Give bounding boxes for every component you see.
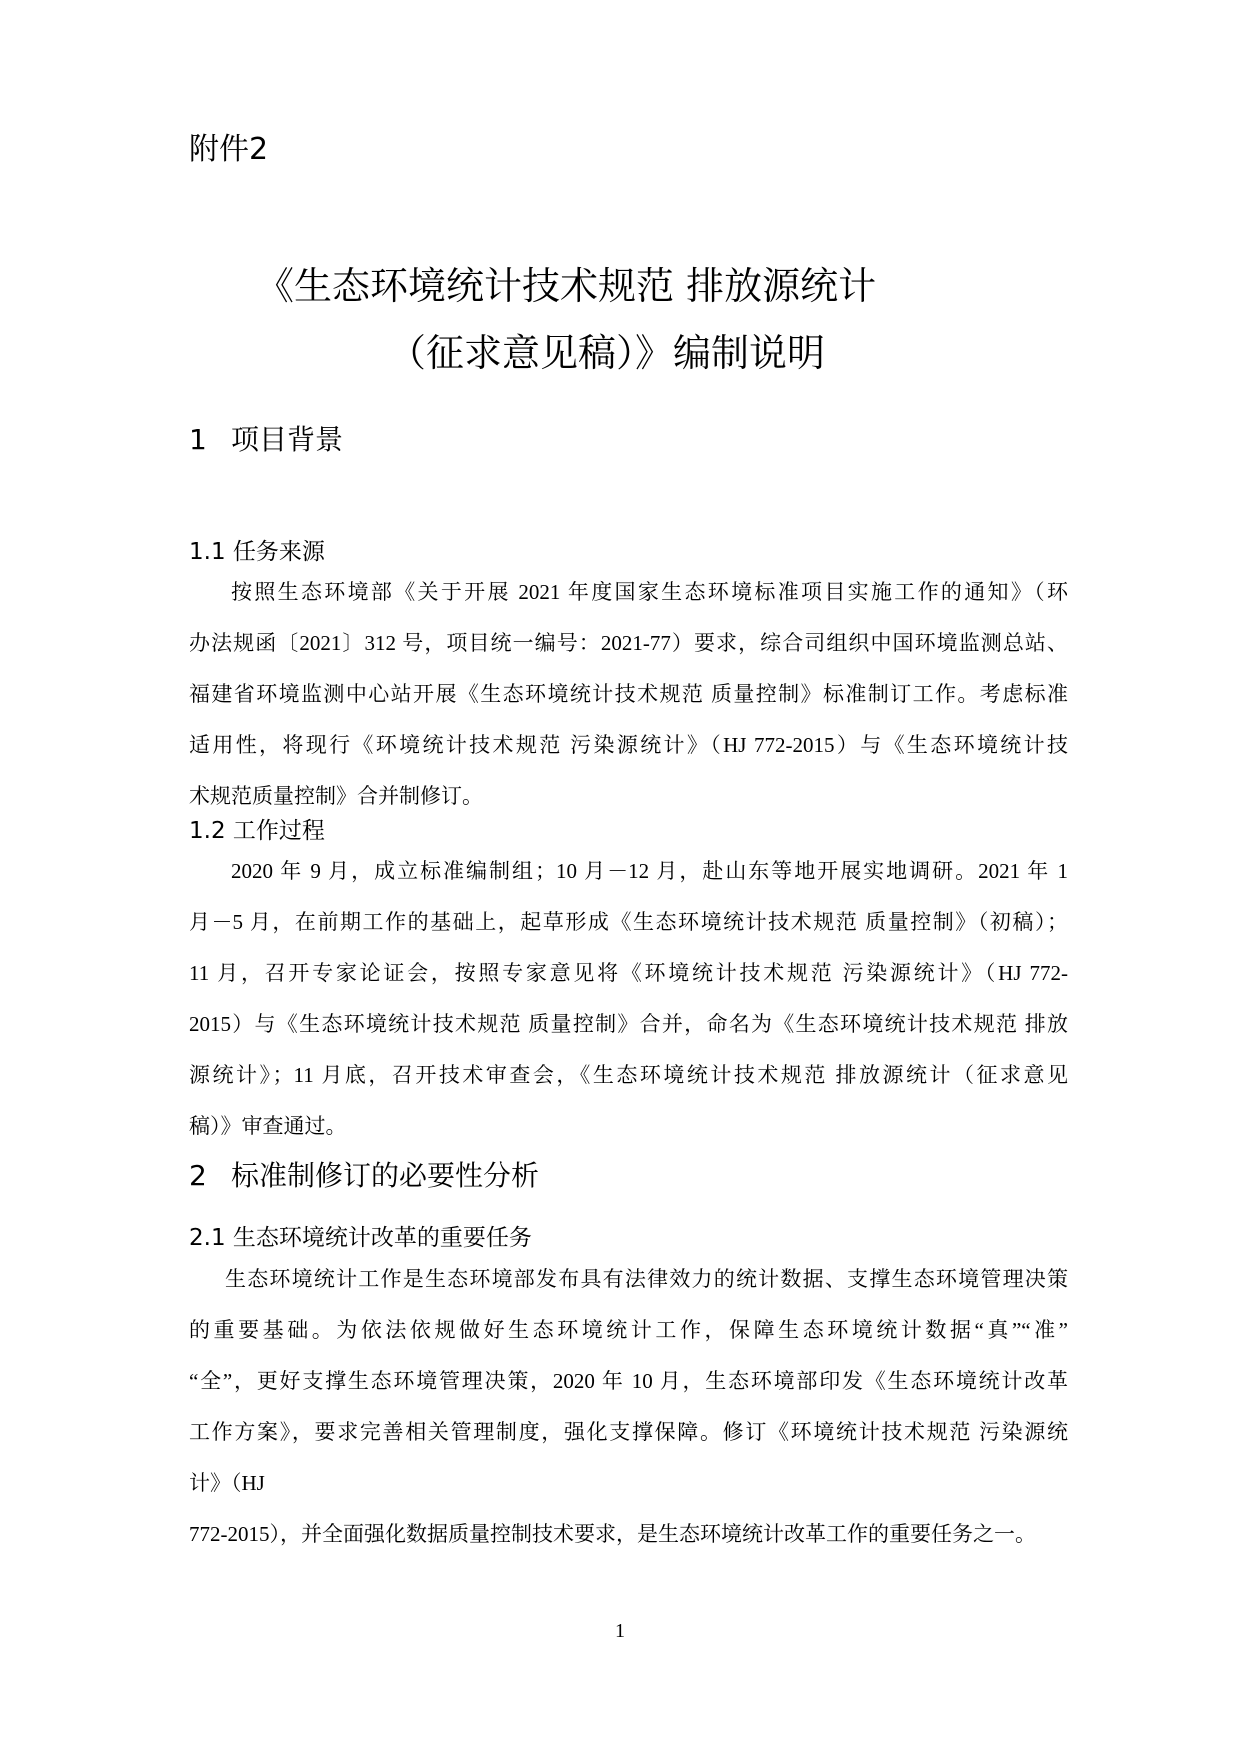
- paragraph-line: 772-2015），并全面强化数据质量控制技术要求，是生态环境统计改革工作的重要任务之一。: [189, 1522, 1036, 1546]
- page-number: 1: [615, 1620, 625, 1642]
- paragraph-line: 稿）》审查通过。: [189, 1114, 347, 1138]
- paragraph-line: 工作方案》，要求完善相关管理制度，强化支撑保障。修订《环境统计技术规范 污染源统: [189, 1420, 1068, 1444]
- paragraph-task-source: [189, 567, 1068, 822]
- paragraph-work-process: [189, 846, 1068, 1152]
- paragraph-line: 月－5 月，在前期工作的基础上，起草形成《生态环境统计技术规范 质量控制》（初稿）；: [189, 910, 1068, 934]
- subsection-heading-1-1: 1.1 任务来源: [189, 539, 325, 565]
- section-title: 项目背景: [231, 423, 344, 456]
- paragraph-line: 2015）与《生态环境统计技术规范 质量控制》合并，命名为《生态环境统计技术规范 排放: [189, 1012, 1068, 1036]
- paragraph-line: 11 月，召开专家论证会，按照专家意见将《环境统计技术规范 污染源统计》（HJ 772-: [189, 961, 1068, 985]
- paragraph-line: “全”，更好支撑生态环境管理决策，2020 年 10 月，生态环境部印发《生态环境统计改革: [189, 1369, 1068, 1393]
- paragraph-line: 计》（HJ: [189, 1471, 265, 1495]
- section-number: 1: [189, 423, 207, 456]
- paragraph-line: 适用性，将现行《环境统计技术规范 污染源统计》（HJ 772-2015）与《生态环境统计技: [189, 733, 1068, 757]
- document-title-line-2: （征求意见稿）》编制说明: [388, 331, 826, 375]
- subsection-heading-1-2: 1.2 工作过程: [189, 818, 325, 844]
- paragraph-line: 福建省环境监测中心站开展《生态环境统计技术规范 质量控制》标准制订工作。考虑标准: [189, 682, 1068, 706]
- paragraph-line: 生态环境统计工作是生态环境部发布具有法律效力的统计数据、支撑生态环境管理决策: [225, 1267, 1068, 1291]
- section-heading-2: [189, 1154, 539, 1194]
- section-title: 标准制修订的必要性分析: [231, 1159, 540, 1192]
- paragraph-line: 的重要基础。为依法依规做好生态环境统计工作，保障生态环境统计数据“真”“准”: [189, 1318, 1068, 1342]
- subsection-heading-2-1: 2.1 生态环境统计改革的重要任务: [189, 1225, 532, 1251]
- attachment-label: 附件2: [189, 132, 269, 167]
- paragraph-line: 术规范质量控制》合并制修订。: [189, 784, 483, 808]
- document-title-line-1: 《生态环境统计技术规范 排放源统计: [256, 264, 877, 308]
- section-heading-1: [189, 418, 343, 458]
- paragraph-line: 办法规函〔2021〕312 号，项目统一编号：2021-77）要求，综合司组织中国环境监测总站、: [189, 631, 1068, 655]
- paragraph-line: 2020 年 9 月，成立标准编制组；10 月－12 月，赴山东等地开展实地调研。2021 年 1: [231, 859, 1068, 883]
- paragraph-reform-task: [189, 1254, 1068, 1560]
- paragraph-line: 源统计》；11 月底，召开技术审查会，《生态环境统计技术规范 排放源统计（征求意见: [189, 1063, 1068, 1087]
- paragraph-line: 按照生态环境部《关于开展 2021 年度国家生态环境标准项目实施工作的通知》（环: [231, 580, 1068, 604]
- section-number: 2: [189, 1159, 207, 1192]
